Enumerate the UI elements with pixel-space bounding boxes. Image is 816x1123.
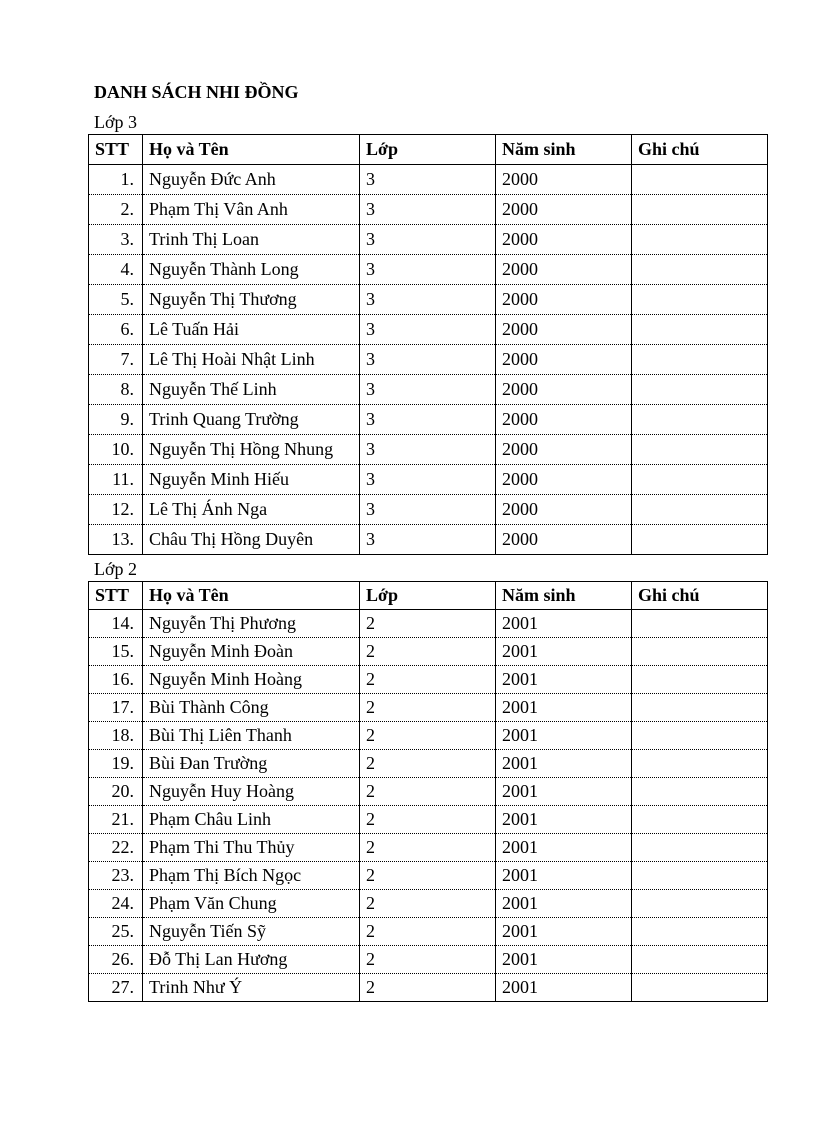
cell-year: 2000 <box>496 465 632 495</box>
cell-name: Lê Thị Hoài Nhật Linh <box>143 345 360 375</box>
cell-name: Phạm Thị Bích Ngọc <box>143 862 360 890</box>
table-row <box>89 890 768 918</box>
table-row <box>89 750 768 778</box>
cell-stt: 23. <box>89 862 143 890</box>
header-stt: STT <box>89 582 143 610</box>
cell-stt: 14. <box>89 610 143 638</box>
cell-class: 2 <box>360 974 496 1002</box>
cell-class: 3 <box>360 435 496 465</box>
cell-stt: 26. <box>89 946 143 974</box>
header-stt: STT <box>89 135 143 165</box>
cell-note <box>632 165 768 195</box>
table-row <box>89 435 768 465</box>
cell-stt: 13. <box>89 525 143 555</box>
table-row <box>89 495 768 525</box>
cell-class: 3 <box>360 255 496 285</box>
cell-note <box>632 495 768 525</box>
cell-class: 3 <box>360 375 496 405</box>
cell-year: 2001 <box>496 722 632 750</box>
table-body <box>89 165 768 555</box>
cell-class: 2 <box>360 890 496 918</box>
cell-class: 2 <box>360 722 496 750</box>
cell-name: Trinh Thị Loan <box>143 225 360 255</box>
cell-stt: 20. <box>89 778 143 806</box>
table-header-row <box>89 135 768 165</box>
class-label-3: Lớp 3 <box>94 112 138 132</box>
table-row <box>89 778 768 806</box>
cell-class: 2 <box>360 806 496 834</box>
cell-name: Bùi Thị Liên Thanh <box>143 722 360 750</box>
table-row <box>89 375 768 405</box>
cell-stt: 27. <box>89 974 143 1002</box>
cell-note <box>632 225 768 255</box>
cell-year: 2000 <box>496 285 632 315</box>
cell-year: 2000 <box>496 345 632 375</box>
cell-stt: 6. <box>89 315 143 345</box>
cell-name: Phạm Văn Chung <box>143 890 360 918</box>
cell-name: Nguyễn Thị Phương <box>143 610 360 638</box>
cell-year: 2000 <box>496 225 632 255</box>
table-row <box>89 465 768 495</box>
student-table-class-3 <box>88 134 768 555</box>
cell-class: 3 <box>360 285 496 315</box>
table-row <box>89 834 768 862</box>
cell-name: Nguyễn Tiến Sỹ <box>143 918 360 946</box>
cell-class: 3 <box>360 345 496 375</box>
table-row <box>89 722 768 750</box>
cell-note <box>632 638 768 666</box>
cell-name: Nguyễn Minh Hoàng <box>143 666 360 694</box>
cell-year: 2000 <box>496 495 632 525</box>
cell-name: Nguyễn Thị Thương <box>143 285 360 315</box>
cell-note <box>632 918 768 946</box>
cell-stt: 12. <box>89 495 143 525</box>
cell-year: 2000 <box>496 375 632 405</box>
cell-name: Phạm Thị Vân Anh <box>143 195 360 225</box>
cell-name: Châu Thị Hồng Duyên <box>143 525 360 555</box>
cell-name: Nguyễn Huy Hoàng <box>143 778 360 806</box>
cell-name: Phạm Châu Linh <box>143 806 360 834</box>
cell-year: 2001 <box>496 666 632 694</box>
cell-note <box>632 610 768 638</box>
cell-class: 3 <box>360 495 496 525</box>
cell-name: Nguyễn Thế Linh <box>143 375 360 405</box>
table-row <box>89 638 768 666</box>
header-name: Họ và Tên <box>143 582 360 610</box>
cell-name: Phạm Thi Thu Thủy <box>143 834 360 862</box>
table-row <box>89 694 768 722</box>
cell-stt: 5. <box>89 285 143 315</box>
cell-name: Trinh Như Ý <box>143 974 360 1002</box>
title-wrap <box>88 80 767 104</box>
cell-class: 3 <box>360 195 496 225</box>
cell-name: Đỗ Thị Lan Hương <box>143 946 360 974</box>
cell-name: Nguyễn Thành Long <box>143 255 360 285</box>
cell-year: 2000 <box>496 405 632 435</box>
cell-class: 2 <box>360 638 496 666</box>
cell-note <box>632 806 768 834</box>
cell-note <box>632 750 768 778</box>
cell-class: 2 <box>360 750 496 778</box>
cell-year: 2000 <box>496 315 632 345</box>
cell-name: Nguyễn Đức Anh <box>143 165 360 195</box>
table-row <box>89 345 768 375</box>
cell-stt: 15. <box>89 638 143 666</box>
table-row <box>89 165 768 195</box>
table-row <box>89 862 768 890</box>
cell-year: 2001 <box>496 862 632 890</box>
cell-year: 2001 <box>496 750 632 778</box>
cell-class: 3 <box>360 225 496 255</box>
table-row <box>89 405 768 435</box>
cell-year: 2000 <box>496 255 632 285</box>
cell-name: Bùi Đan Trường <box>143 750 360 778</box>
cell-class: 3 <box>360 465 496 495</box>
cell-class: 2 <box>360 610 496 638</box>
cell-name: Nguyễn Thị Hồng Nhung <box>143 435 360 465</box>
cell-note <box>632 834 768 862</box>
cell-year: 2001 <box>496 806 632 834</box>
cell-class: 2 <box>360 778 496 806</box>
cell-note <box>632 778 768 806</box>
cell-stt: 22. <box>89 834 143 862</box>
cell-stt: 1. <box>89 165 143 195</box>
cell-year: 2001 <box>496 778 632 806</box>
cell-year: 2001 <box>496 834 632 862</box>
cell-stt: 10. <box>89 435 143 465</box>
cell-year: 2001 <box>496 890 632 918</box>
cell-note <box>632 694 768 722</box>
document-page <box>88 80 767 1002</box>
cell-stt: 2. <box>89 195 143 225</box>
cell-name: Lê Tuấn Hải <box>143 315 360 345</box>
cell-name: Nguyễn Minh Đoàn <box>143 638 360 666</box>
page-title: DANH SÁCH NHI ĐỒNG <box>94 82 299 102</box>
cell-stt: 16. <box>89 666 143 694</box>
cell-year: 2000 <box>496 165 632 195</box>
table-row <box>89 974 768 1002</box>
cell-note <box>632 465 768 495</box>
header-year: Năm sinh <box>496 135 632 165</box>
cell-note <box>632 315 768 345</box>
cell-year: 2000 <box>496 435 632 465</box>
cell-class: 2 <box>360 666 496 694</box>
cell-year: 2001 <box>496 638 632 666</box>
cell-note <box>632 666 768 694</box>
header-note: Ghi chú <box>632 582 768 610</box>
cell-note <box>632 375 768 405</box>
table-row <box>89 946 768 974</box>
cell-stt: 3. <box>89 225 143 255</box>
cell-class: 3 <box>360 165 496 195</box>
cell-note <box>632 435 768 465</box>
header-note: Ghi chú <box>632 135 768 165</box>
cell-class: 2 <box>360 862 496 890</box>
class-label-2: Lớp 2 <box>94 559 138 579</box>
cell-stt: 21. <box>89 806 143 834</box>
student-table-class-2 <box>88 581 768 1002</box>
cell-name: Lê Thị Ánh Nga <box>143 495 360 525</box>
cell-class: 3 <box>360 405 496 435</box>
table-body <box>89 610 768 1002</box>
cell-year: 2000 <box>496 195 632 225</box>
cell-stt: 11. <box>89 465 143 495</box>
table-row <box>89 195 768 225</box>
table-row <box>89 315 768 345</box>
cell-stt: 25. <box>89 918 143 946</box>
cell-note <box>632 974 768 1002</box>
cell-stt: 4. <box>89 255 143 285</box>
cell-year: 2001 <box>496 610 632 638</box>
cell-stt: 24. <box>89 890 143 918</box>
table-row <box>89 610 768 638</box>
cell-note <box>632 255 768 285</box>
cell-stt: 18. <box>89 722 143 750</box>
table-row <box>89 525 768 555</box>
table-header-row <box>89 582 768 610</box>
cell-note <box>632 946 768 974</box>
table-row <box>89 806 768 834</box>
header-class: Lớp <box>360 135 496 165</box>
cell-note <box>632 525 768 555</box>
cell-class: 2 <box>360 946 496 974</box>
cell-note <box>632 345 768 375</box>
cell-year: 2001 <box>496 974 632 1002</box>
table-row <box>89 666 768 694</box>
table-row <box>89 918 768 946</box>
cell-note <box>632 890 768 918</box>
cell-class: 2 <box>360 918 496 946</box>
cell-stt: 17. <box>89 694 143 722</box>
cell-note <box>632 195 768 225</box>
cell-stt: 19. <box>89 750 143 778</box>
cell-stt: 7. <box>89 345 143 375</box>
cell-name: Nguyễn Minh Hiếu <box>143 465 360 495</box>
cell-year: 2001 <box>496 694 632 722</box>
cell-year: 2000 <box>496 525 632 555</box>
cell-class: 3 <box>360 525 496 555</box>
cell-stt: 8. <box>89 375 143 405</box>
table-row <box>89 255 768 285</box>
table-row <box>89 225 768 255</box>
cell-note <box>632 405 768 435</box>
table-row <box>89 285 768 315</box>
cell-year: 2001 <box>496 946 632 974</box>
cell-class: 2 <box>360 834 496 862</box>
cell-stt: 9. <box>89 405 143 435</box>
cell-class: 3 <box>360 315 496 345</box>
cell-note <box>632 285 768 315</box>
header-class: Lớp <box>360 582 496 610</box>
header-year: Năm sinh <box>496 582 632 610</box>
cell-name: Trinh Quang Trường <box>143 405 360 435</box>
cell-note <box>632 862 768 890</box>
header-name: Họ và Tên <box>143 135 360 165</box>
cell-year: 2001 <box>496 918 632 946</box>
cell-note <box>632 722 768 750</box>
cell-name: Bùi Thành Công <box>143 694 360 722</box>
cell-class: 2 <box>360 694 496 722</box>
